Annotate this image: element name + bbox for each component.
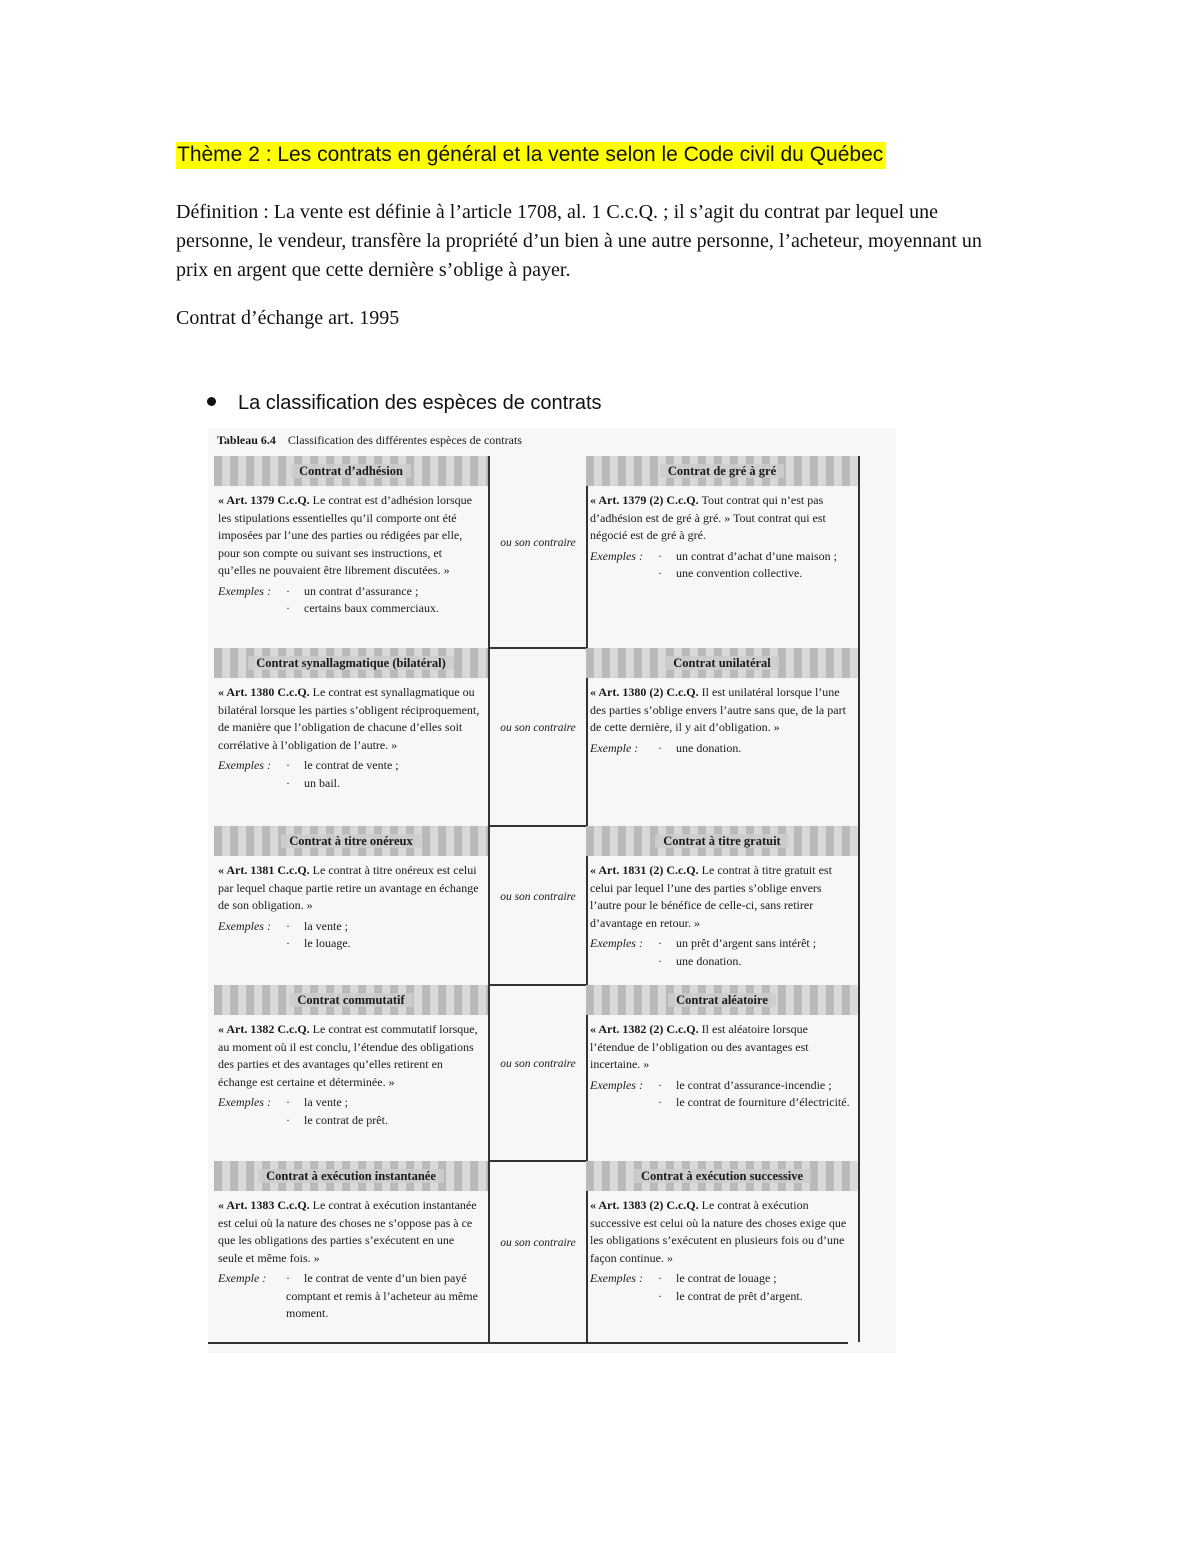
article-reference: « Art. 1831 (2) C.c.Q. <box>590 863 699 877</box>
article-reference: « Art. 1383 C.c.Q. <box>218 1198 310 1212</box>
examples-label: Exemples : <box>218 583 271 598</box>
example-item: · un bail. <box>286 775 399 793</box>
left-header-text: Contrat à titre onéreux <box>281 834 420 848</box>
right-header <box>586 456 858 486</box>
exchange-contract-line: Contrat d’échange art. 1995 <box>176 307 400 329</box>
table-row-divider <box>488 647 586 649</box>
examples-label: Exemples : <box>590 1271 643 1285</box>
left-header-text: Contrat d’adhésion <box>291 464 411 478</box>
table-row-divider <box>488 984 586 986</box>
left-header <box>214 985 488 1015</box>
article-text: Le contrat à exécution instantanée est celui où la nature des choses ne s’oppose pas à ce que les obligations des parties s’exécutent en une seule et même fois. » <box>218 1198 477 1265</box>
example-item: · le louage. <box>286 935 351 953</box>
left-header <box>214 456 488 486</box>
example-item: · une donation. <box>658 740 741 758</box>
middle-label: ou son contraire <box>500 537 576 549</box>
section-bullet <box>207 392 602 415</box>
examples-label: Exemples : <box>590 1077 643 1092</box>
examples-label: Exemple : <box>590 740 639 755</box>
example-item: · le contrat de fourniture d’électricité. <box>658 1094 850 1112</box>
article-text: Le contrat à exécution successive est celui où la nature des choses exige que les obligations s’exécutent en plusieurs fois ou d’une façon continue. » <box>590 1198 847 1265</box>
document-title: Thème 2 : Les contrats en général et la vente selon le Code civil du Québec <box>176 142 886 169</box>
left-header <box>214 648 488 678</box>
example-item: · le contrat d’assurance-incendie ; <box>658 1077 850 1095</box>
right-cell <box>590 492 850 583</box>
left-cell <box>218 862 480 953</box>
example-item: · le contrat de vente d’un bien payé comptant et remis à l’acheteur au même moment. <box>286 1270 480 1323</box>
table-label: Tableau 6.4 <box>217 433 276 447</box>
right-header-text: Contrat à titre gratuit <box>655 834 788 848</box>
middle-label: ou son contraire <box>500 1058 576 1070</box>
examples <box>218 918 480 953</box>
definition-paragraph: Définition : La vente est définie à l’article 1708, al. 1 C.c.Q. ; il s’agit du contrat par lequel une personne, le vendeur, transfère la propriété d’un bien à une autre personne, l’acheteur, moyennant un prix en argent que cette dernière s’oblige à payer. <box>176 201 982 281</box>
example-item: · le contrat de vente ; <box>286 757 399 775</box>
middle-label: ou son contraire <box>500 722 576 734</box>
examples <box>590 1270 850 1305</box>
examples <box>590 1077 850 1112</box>
article-text: Le contrat est synallagmatique ou bilatéral lorsque les parties s’obligent réciproquement, de manière que l’obligation de chacune d’elles soit corrélative à l’obligation de l’autre. » <box>218 685 480 752</box>
example-item: · le contrat de prêt d’argent. <box>658 1288 803 1306</box>
examples <box>590 740 850 758</box>
right-header-text: Contrat aléatoire <box>668 993 776 1007</box>
article-text: Le contrat à titre onéreux est celui par lequel chaque partie retire un avantage en échange de son obligation. » <box>218 863 479 912</box>
contract-classification-table <box>208 428 896 1353</box>
table-caption-text: Classification des différentes espèces de contrats <box>287 433 522 447</box>
article-reference: « Art. 1379 (2) C.c.Q. <box>590 493 699 507</box>
right-header <box>586 826 858 856</box>
right-header-text: Contrat à exécution successive <box>633 1169 811 1183</box>
example-item: · le contrat de prêt. <box>286 1112 388 1130</box>
article-reference: « Art. 1380 C.c.Q. <box>218 685 310 699</box>
left-cell <box>218 684 480 792</box>
examples <box>218 1270 480 1323</box>
example-item: · un contrat d’assurance ; <box>286 583 439 601</box>
article-reference: « Art. 1382 (2) C.c.Q. <box>590 1022 699 1036</box>
examples-label: Exemples : <box>218 1095 271 1109</box>
left-cell <box>218 1197 480 1323</box>
left-header-text: Contrat à exécution instantanée <box>258 1169 444 1183</box>
example-item: · le contrat de louage ; <box>658 1270 803 1288</box>
examples <box>218 757 480 792</box>
article-text: Tout contrat qui n’est pas d’adhésion est de gré à gré. » Tout contrat qui est négocié est de gré à gré. <box>590 493 826 542</box>
article-text: Le contrat est commutatif lorsque, au moment où il est conclu, l’étendue des obligations des parties et des avantages qu’elles retirent en échange est certaine et déterminée. » <box>218 1022 478 1089</box>
left-cell <box>218 1021 480 1129</box>
right-header-text: Contrat de gré à gré <box>660 464 784 478</box>
table-bottom-rule <box>208 1342 848 1344</box>
article-reference: « Art. 1383 (2) C.c.Q. <box>590 1198 699 1212</box>
middle-label: ou son contraire <box>500 1236 576 1249</box>
article-reference: « Art. 1381 C.c.Q. <box>218 863 310 877</box>
article-text: Il est unilatéral lorsque l’une des parties s’oblige envers l’autre sans que, de la part de cette dernière, il y ait d’obligation. » <box>590 685 846 734</box>
right-header <box>586 1161 858 1191</box>
right-cell <box>590 1021 850 1112</box>
right-header-text: Contrat unilatéral <box>665 656 779 670</box>
example-item: · une convention collective. <box>658 565 837 583</box>
right-header <box>586 648 858 678</box>
examples <box>218 1094 480 1129</box>
examples-label: Exemples : <box>218 758 271 772</box>
table-row-divider <box>488 825 586 827</box>
examples-label: Exemples : <box>218 918 271 933</box>
article-reference: « Art. 1382 C.c.Q. <box>218 1022 310 1036</box>
left-header-text: Contrat synallagmatique (bilatéral) <box>248 656 454 670</box>
example-item: · une donation. <box>658 953 816 971</box>
table-vertical-rule <box>586 456 588 1342</box>
examples <box>590 935 850 970</box>
table-vertical-rule <box>858 456 860 1342</box>
examples-label: Exemple : <box>218 1271 267 1285</box>
example-item: · un prêt d’argent sans intérêt ; <box>658 935 816 953</box>
article-reference: « Art. 1380 (2) C.c.Q. <box>590 685 699 699</box>
left-header <box>214 826 488 856</box>
table-row-divider <box>488 1160 586 1162</box>
middle-label: ou son contraire <box>500 890 576 903</box>
examples <box>218 583 480 618</box>
article-reference: « Art. 1379 C.c.Q. <box>218 493 310 507</box>
example-item: · la vente ; <box>286 1094 388 1112</box>
left-header <box>214 1161 488 1191</box>
bullet-dot-icon <box>207 397 216 406</box>
right-cell <box>590 862 850 970</box>
left-cell <box>218 492 480 618</box>
table-caption <box>217 433 522 448</box>
article-text: Il est aléatoire lorsque l’étendue de l’obligation ou des avantages est incertaine. » <box>590 1022 809 1071</box>
example-item: · un contrat d’achat d’une maison ; <box>658 548 837 566</box>
article-text: Le contrat à titre gratuit est celui par lequel l’une des parties s’oblige envers l’autre pour le bénéfice de celle-ci, sans retirer d’avantage en retour. » <box>590 863 832 930</box>
example-item: · certains baux commerciaux. <box>286 600 439 618</box>
bullet-text: La classification des espèces de contrats <box>238 392 602 414</box>
example-item: · la vente ; <box>286 918 351 936</box>
examples-label: Exemples : <box>590 936 643 950</box>
examples <box>590 548 850 583</box>
article-text: Le contrat est d’adhésion lorsque les stipulations essentielles qu’il comporte ont été imposées par l’une des parties ou rédigées par elle, pour son compte ou suivant ses instructions, et qu’elles ne pouvaient être librement discutées. » <box>218 493 472 577</box>
right-cell <box>590 1197 850 1305</box>
examples-label: Exemples : <box>590 548 643 563</box>
right-header <box>586 985 858 1015</box>
left-header-text: Contrat commutatif <box>289 993 412 1007</box>
right-cell <box>590 684 850 757</box>
